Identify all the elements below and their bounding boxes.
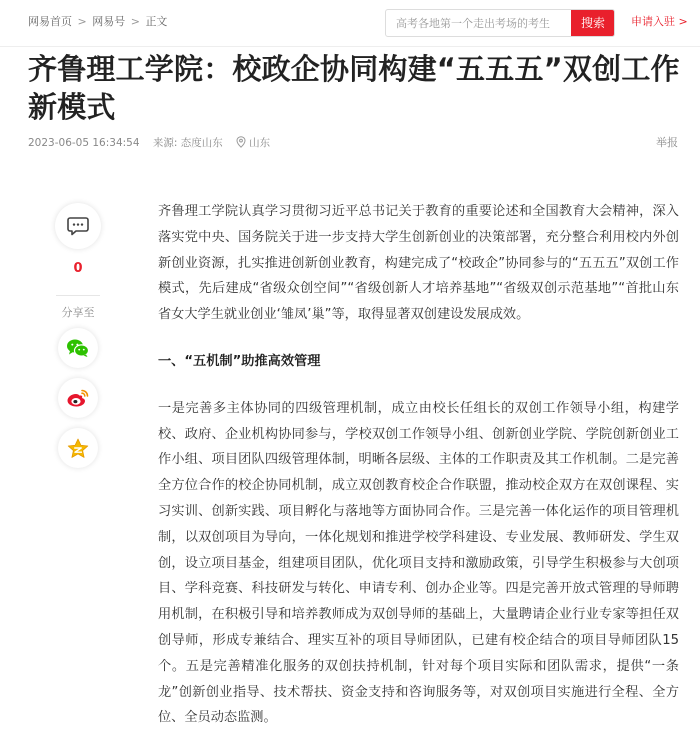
join-link[interactable]: [631, 15, 688, 29]
join-arrow: >: [678, 15, 688, 28]
comment-count[interactable]: 0: [73, 261, 83, 276]
location-pin-icon: [236, 136, 246, 148]
share-weibo-button[interactable]: [58, 378, 98, 418]
search-input[interactable]: [386, 10, 588, 36]
comment-button[interactable]: [55, 203, 101, 249]
comment-icon: [67, 216, 89, 236]
article-source[interactable]: 来源: 态度山东: [152, 137, 223, 149]
breadcrumb: [28, 15, 167, 29]
join-label: 申请入驻: [631, 15, 675, 28]
report-link[interactable]: 举报: [656, 136, 678, 149]
weibo-icon: [66, 388, 90, 408]
breadcrumb-separator: >: [77, 15, 87, 28]
location-label: 山东: [249, 137, 271, 149]
side-toolbar: [45, 197, 111, 468]
breadcrumb-netease-hao[interactable]: 网易号: [92, 15, 126, 28]
paragraph-intro: 齐鲁理工学院认真学习贯彻习近平总书记关于教育的重要论述和全国教育大会精神，深入落实党中央、国务院关于进一步支持大学生创新创业的决策部署，充分整合利用校内外创新创业资源，扎实推进创新创业教育，构建完成了“校政企”协同参与的“五五五”双创工作模式，先后建成“省级众创空间”“省级创新人才培养基地”“省级双创示范基地”“首批山东省女大学生就业创业‘雏凤’巢”等，取得显著双创建设发展成效。: [158, 204, 679, 323]
paragraph-mechanisms: 一是完善多主体协同的四级管理机制，成立由校长任组长的双创工作领导小组，构建学校、政府、企业机构协同参与，学校双创工作领导小组、创新创业学院、学院创新创业工作小组、项目团队四级管理体制，明晰各层级、主体的工作职责及其工作机制。二是完善全方位合作的校企协同机制，成立双创教育校企合作联盟，推动校企双方在双创课程、实习实训、创新实践、项目孵化与落地等方面协同合作。三是完善一体化运作的项目管理机制，以双创项目为导向，一体化规划和推进学校学科建设、专业发展、教师研发、学生双创，设立项目基金，组建项目团队，优化项目支持和激励政策，引导学生积极参与大创项目、学科竞赛、科技研发与转化、申请专利、创办企业等。四是完善开放式管理的导师聘用机制，在积极引导和培养教师成为双创导师的基础上，大量聘请企业行业专家等担任双创导师，形成专兼结合、理实互补的项目导师团队，已建有校企结合的项目导师团队15个。五是完善精准化服务的双创扶持机制，针对每个项目实际和团队需求，提供“一条龙”创新创业指导、技术帮扶、资金支持和咨询服务等，对双创项目实施进行全程、全方位、全员动态监测。: [158, 400, 679, 726]
share-qzone-button[interactable]: [58, 428, 98, 468]
sidebar-divider: [56, 295, 100, 296]
top-bar: [0, 0, 700, 47]
share-wechat-button[interactable]: [58, 328, 98, 368]
article-location: [236, 135, 270, 151]
breadcrumb-home[interactable]: 网易首页: [28, 15, 72, 28]
section-heading: 一、“五机制”助推高效管理: [158, 353, 321, 369]
qzone-star-icon: [67, 438, 89, 459]
publish-date: 2023-06-05 16:34:54: [28, 137, 140, 149]
article-title: 齐鲁理工学院：校政企协同构建“五五五”双创工作新模式: [28, 52, 680, 124]
article-body: [158, 199, 679, 731]
search-box: [385, 9, 615, 37]
breadcrumb-current: 正文: [145, 15, 168, 28]
breadcrumb-separator: >: [130, 15, 140, 28]
wechat-icon: [66, 338, 90, 358]
article-meta: [28, 135, 678, 151]
share-label: 分享至: [61, 306, 95, 319]
search-button[interactable]: 搜索: [571, 9, 615, 37]
